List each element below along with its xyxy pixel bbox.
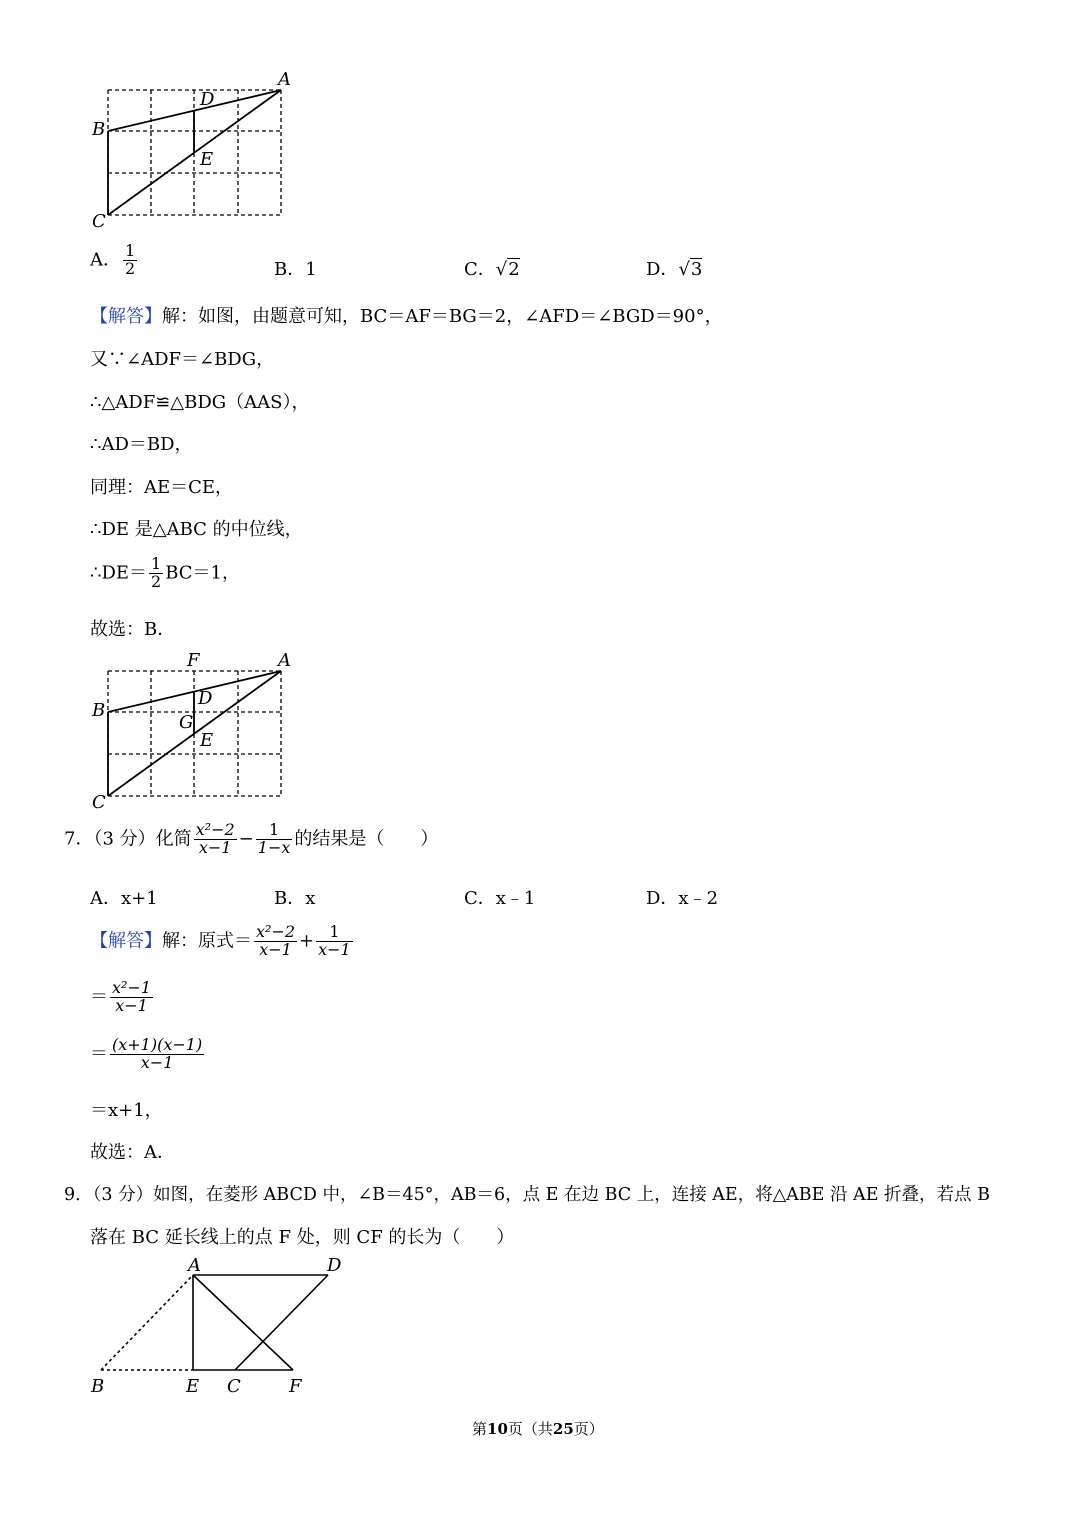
- q9-stem-line2: 落在 BC 延长线上的点 F 处，则 CF 的长为（ ）: [90, 1227, 515, 1248]
- label-F: F: [289, 1376, 302, 1397]
- q7-solution-line3: ＝ $\frac{(x+1)(x-1)}{x-1}$: [90, 1035, 203, 1072]
- label-D: D: [200, 89, 215, 110]
- page-footer: 第10页（共25页）: [472, 1420, 604, 1438]
- q7-solution-line1: 【解答】解：原式＝ $\frac{\text{x²−2}}{x-1}$ + $\frac{1}{x-1}$: [90, 922, 351, 959]
- page-total: 25: [552, 1420, 574, 1438]
- q7-option-b: B．x: [274, 888, 316, 909]
- solution-tag: 【解答】: [90, 930, 162, 952]
- q6-solution-line5: 同理：AE＝CE，: [90, 477, 234, 498]
- q7-solution-line2: ＝ $\frac{\text{x²−1}}{x-1}$: [90, 978, 152, 1015]
- label-E: E: [200, 149, 214, 170]
- q6-solution-line2: 又∵∠ADF＝∠BDG，: [90, 349, 275, 370]
- label-A: A: [278, 69, 291, 90]
- label-C: C: [92, 211, 106, 232]
- q6-option-b: B．1: [274, 259, 317, 280]
- figure-rhombus: [85, 1255, 355, 1400]
- figure-grid-triangle-2: [80, 645, 320, 815]
- q6-option-c: C．√2: [464, 259, 520, 280]
- q7-option-c: C．x﹣1: [464, 888, 536, 909]
- q6-solution-line3: ∴△ADF≌△BDG（AAS），: [90, 392, 310, 413]
- q6-solution-line6: ∴DE 是△ABC 的中位线，: [90, 519, 303, 540]
- label-D: D: [198, 688, 213, 709]
- label-A: A: [278, 650, 291, 671]
- q7-solution-line4: ＝x+1，: [90, 1100, 163, 1121]
- q6-solution-line4: ∴AD＝BD，: [90, 434, 193, 455]
- label-E: E: [186, 1376, 200, 1397]
- q7-stem: 7．（3 分）化简 $\frac{\text{x²−2}}{x-1}$ − $\frac{1}{1-x}$ 的结果是（ ）: [64, 820, 439, 857]
- label-B: B: [91, 1376, 105, 1397]
- q7-option-d: D．x﹣2: [646, 888, 719, 909]
- label-B: B: [92, 700, 106, 721]
- q7-option-a: A．x+1: [90, 888, 158, 909]
- q9-stem-line1: 9．（3 分）如图，在菱形 ABCD 中，∠B＝45°，AB＝6，点 E 在边 BC 上，连接 AE，将△ABE 沿 AE 折叠，若点 B: [64, 1185, 990, 1205]
- q6-option-d: D．√3: [646, 259, 703, 280]
- label-E: E: [200, 730, 214, 751]
- label-C: C: [227, 1376, 241, 1397]
- label-D: D: [327, 1255, 342, 1276]
- q6-option-a: A． $\frac{1}{2}$: [90, 241, 136, 278]
- q7-solution-line5: 故选：A．: [90, 1142, 175, 1163]
- label-F: F: [187, 650, 200, 671]
- q6-solution-line7: ∴DE＝ $\frac{1}{2}$ BC＝1，: [90, 554, 241, 591]
- label-C: C: [92, 792, 106, 813]
- label-A: A: [188, 1255, 201, 1276]
- label-G: G: [179, 712, 194, 733]
- solution-tag: 【解答】: [90, 306, 162, 327]
- label-B: B: [92, 119, 106, 140]
- figure-grid-triangle-1: [80, 65, 320, 235]
- q6-solution-line8: 故选：B．: [90, 619, 176, 640]
- q6-solution-line1: 【解答】解：如图，由题意可知，BC＝AF＝BG＝2，∠AFD＝∠BGD＝90°，: [90, 306, 723, 327]
- page-number: 10: [487, 1420, 508, 1438]
